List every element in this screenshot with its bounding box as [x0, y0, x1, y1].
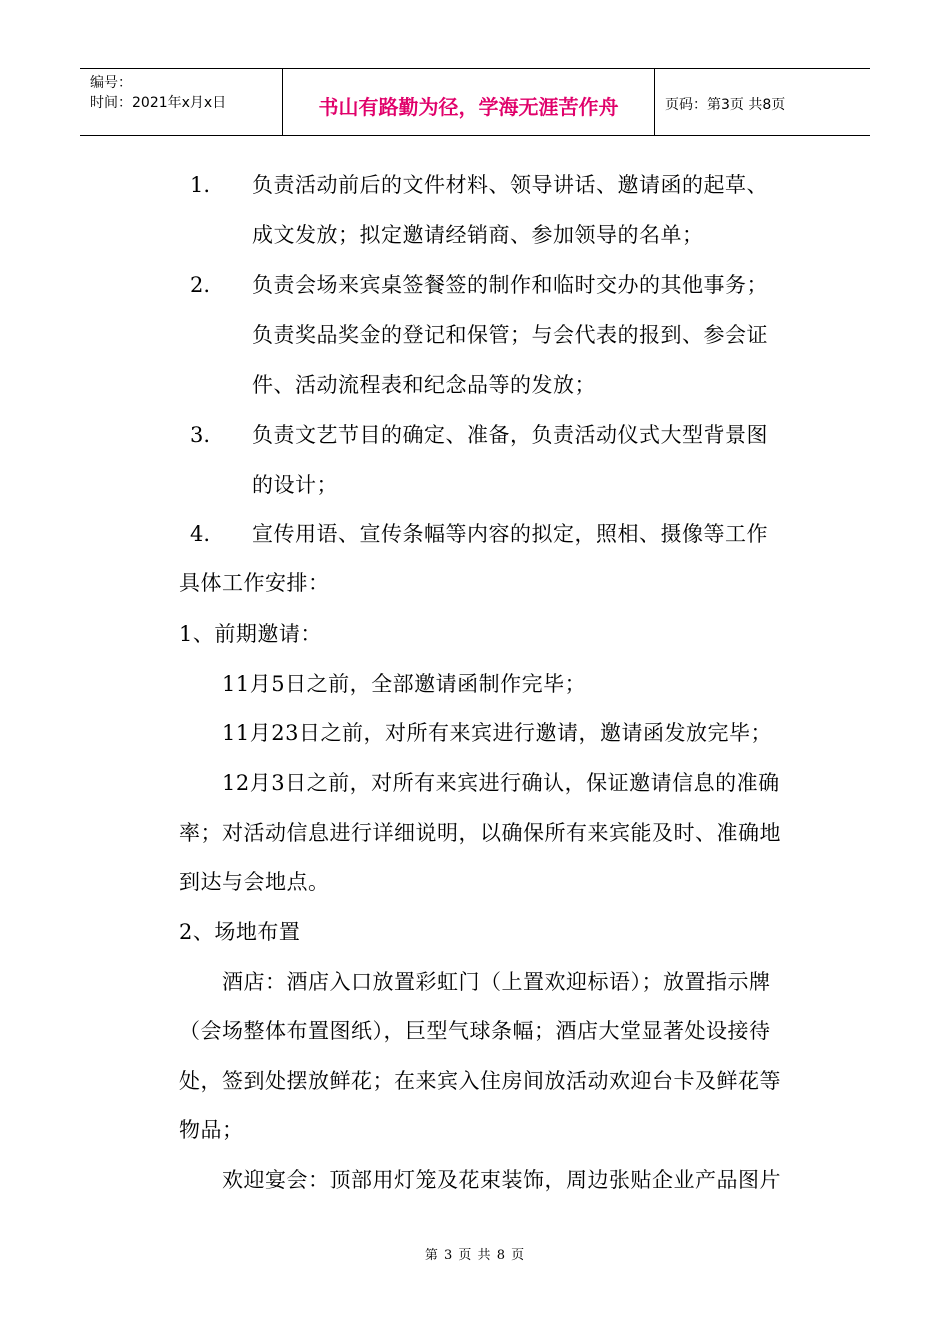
header-meta [80, 69, 283, 135]
paragraph-line: 物品； [179, 1118, 244, 1142]
arrangement-heading: 具体工作安排： [179, 571, 330, 595]
item-text-line: 成文发放；拟定邀请经销商、参加领导的名单； [252, 223, 704, 247]
serial-number-label: 编号： [90, 75, 132, 91]
paragraph-line: 欢迎宴会：顶部用灯笼及花束装饰，周边张贴企业产品图片 [222, 1168, 781, 1192]
item-number: 2. [190, 273, 211, 297]
paragraph-line: 酒店：酒店入口放置彩虹门（上置欢迎标语）；放置指示牌 [222, 970, 771, 994]
item-text-line: 负责奖品奖金的登记和保管；与会代表的报到、参会证 [252, 323, 768, 347]
paragraph-line: 11月5日之前，全部邀请函制作完毕； [222, 672, 587, 696]
section-heading: 2、场地布置 [179, 920, 301, 944]
page-footer: 第 3 页 共 8 页 [424, 1248, 526, 1263]
item-text-line: 的设计； [252, 473, 338, 497]
section-heading: 1、前期邀请： [179, 622, 322, 646]
paragraph-line: 11月23日之前，对所有来宾进行邀请，邀请函发放完毕； [222, 721, 772, 745]
paragraph-line: 到达与会地点。 [179, 870, 330, 894]
header-page-number: 页码：第3页 共8页 [665, 97, 786, 113]
item-text-line: 件、活动流程表和纪念品等的发放； [252, 373, 596, 397]
item-text-line: 负责文艺节目的确定、准备，负责活动仪式大型背景图 [252, 423, 768, 447]
paragraph-line: 处，签到处摆放鲜花；在来宾入住房间放活动欢迎台卡及鲜花等 [179, 1069, 781, 1093]
date-label: 时间：2021年x月x日 [90, 95, 227, 111]
item-text-line: 负责会场来宾桌签餐签的制作和临时交办的其他事务； [252, 273, 768, 297]
item-number: 1. [190, 173, 211, 197]
item-number: 3. [190, 423, 211, 447]
header-motto: 书山有路勤为径，学海无涯苦作舟 [283, 69, 655, 135]
item-text-line: 负责活动前后的文件材料、领导讲话、邀请函的起草、 [252, 173, 768, 197]
item-number: 4. [190, 522, 211, 546]
paragraph-line: 率；对活动信息进行详细说明，以确保所有来宾能及时、准确地 [179, 821, 781, 845]
paragraph-line: 12月3日之前，对所有来宾进行确认，保证邀请信息的准确 [222, 771, 780, 795]
item-text-line: 宣传用语、宣传条幅等内容的拟定，照相、摄像等工作 [252, 522, 768, 546]
document-header [80, 68, 870, 136]
paragraph-line: （会场整体布置图纸），巨型气球条幅；酒店大堂显著处设接待 [179, 1019, 771, 1043]
